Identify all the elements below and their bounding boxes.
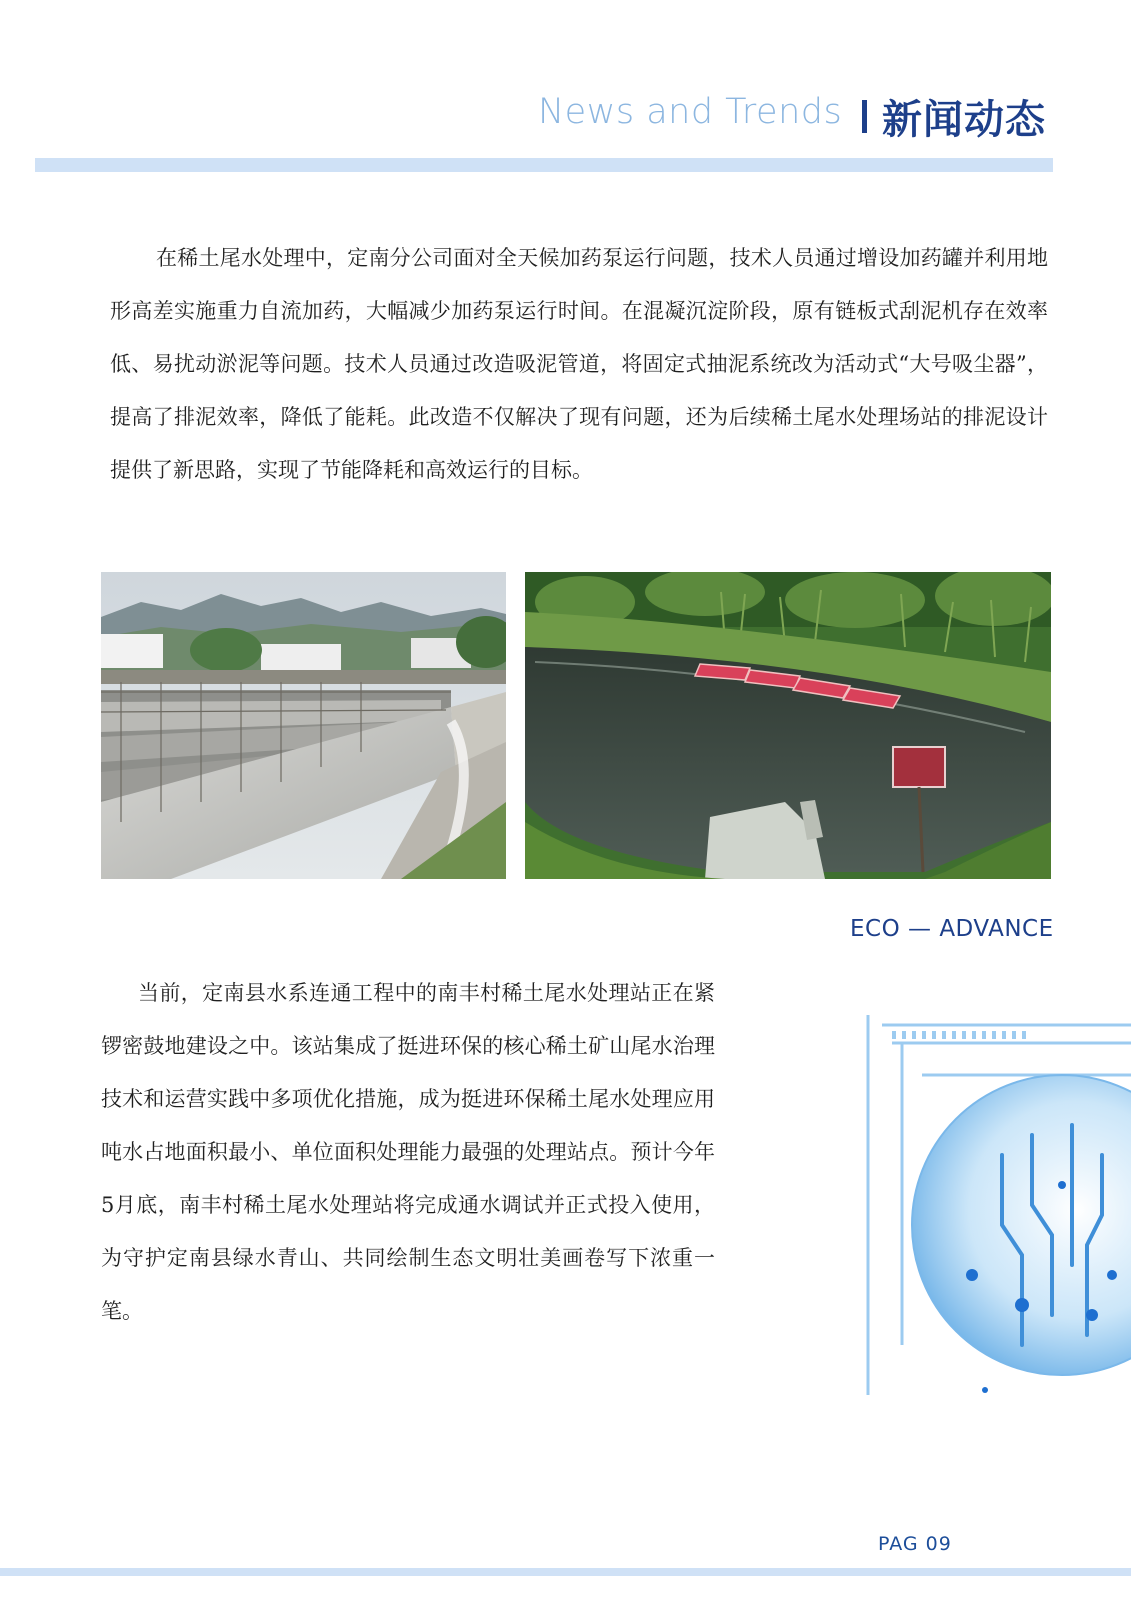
article-paragraph-2: 当前，定南县水系连通工程中的南丰村稀土尾水处理站正在紧锣密鼓地建设之中。该站集成了挺进环保的核心稀土矿山尾水治理技术和运营实践中多项优化措施，成为挺进环保稀土尾水处理应用吨水占地面积最小、单位面积处理能力最强的处理站点。预计今年5月底，南丰村稀土尾水处理站将完成通水调试并正式投入使用，为守护定南县绿水青山、共同绘制生态文明壮美画卷写下浓重一笔。: [101, 981, 715, 1323]
header-title-en: News and Trends: [538, 92, 843, 132]
footer-rule: [0, 1568, 1131, 1576]
page-number: PAG 09: [878, 1533, 952, 1555]
header-title-zh: 新闻动态: [882, 96, 1046, 143]
article-paragraph-1: 在稀土尾水处理中，定南分公司面对全天候加药泵运行问题，技术人员通过增设加药罐并利用地形高差实施重力自流加药，大幅减少加药泵运行时间。在混凝沉淀阶段，原有链板式刮泥机存在效率低、易扰动淤泥等问题。技术人员通过改造吸泥管道，将固定式抽泥系统改为活动式“大号吸尘器”，提高了排泥效率，降低了能耗。此改造不仅解决了现有问题，还为后续稀土尾水处理场站的排泥设计提供了新思路，实现了节能降耗和高效运行的目标。: [110, 246, 1048, 482]
eco-advance-label: ECO — ADVANCE: [850, 916, 1054, 942]
header-separator: [862, 100, 867, 133]
tech-globe-illustration: [862, 1015, 1131, 1440]
pond-photo: [525, 572, 1051, 879]
header-rule: [35, 158, 1053, 172]
construction-site-photo: [101, 572, 506, 879]
